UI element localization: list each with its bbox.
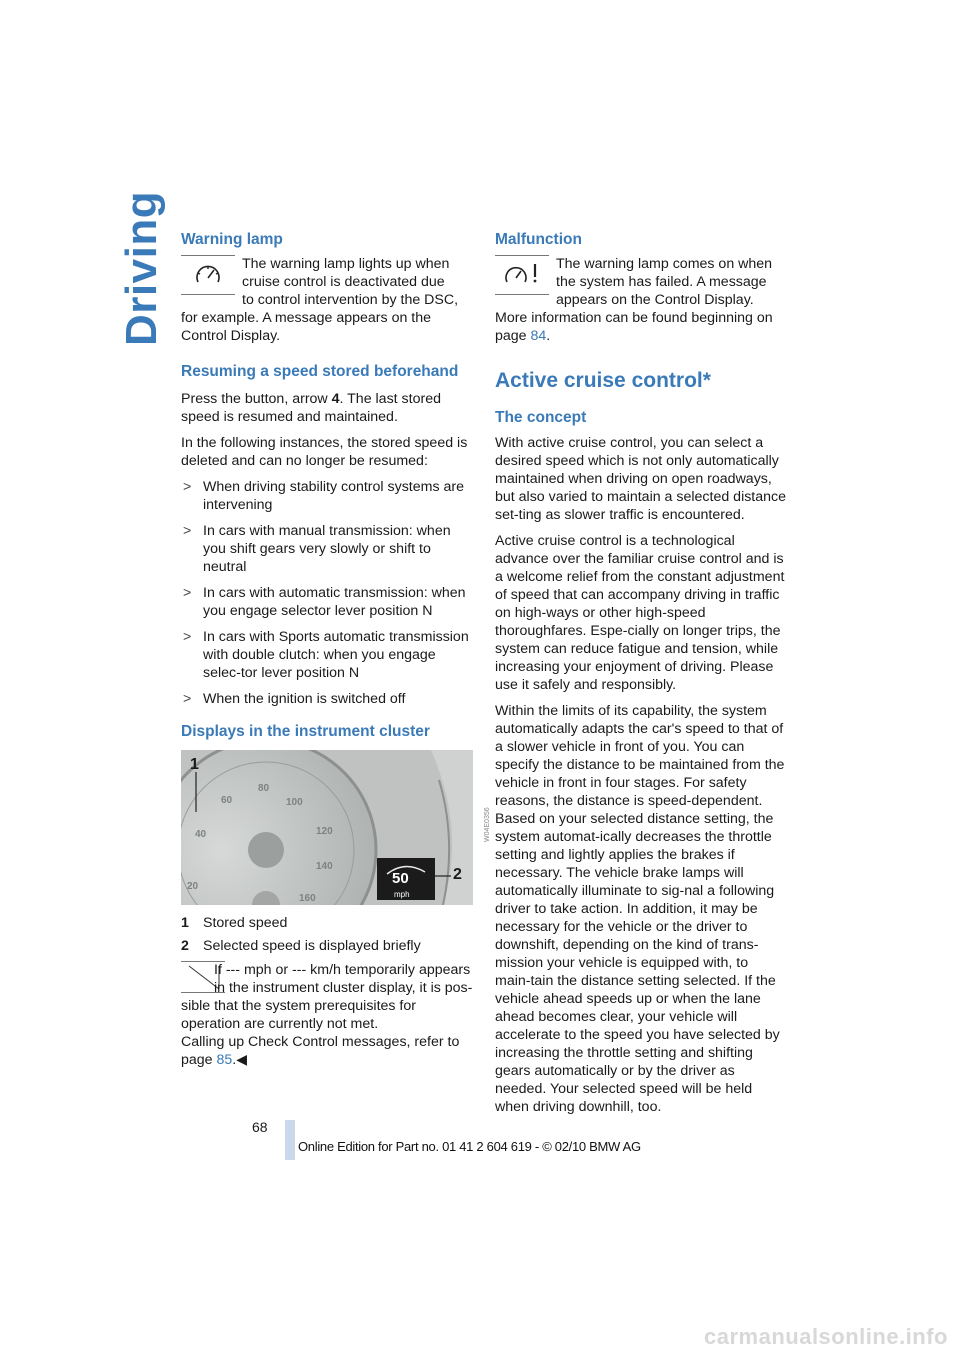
resuming-heading: Resuming a speed stored beforehand (181, 363, 459, 380)
right-column (495, 230, 787, 1116)
note-line-2: in the instrument cluster display, it is pos- (214, 980, 473, 996)
figure-captions (181, 914, 473, 955)
instrument-cluster-figure (181, 750, 473, 905)
page-link-85[interactable]: 85 (216, 1052, 233, 1068)
note-line-1: If --- mph or --- km/h temporarily appears (214, 962, 471, 978)
note-check-control: Calling up Check Control messages, refer to (181, 1034, 460, 1050)
watermark: carmanualsonline.info (704, 1324, 948, 1349)
note-text: sible that the system prerequisites for operation are currently not met. (181, 998, 416, 1032)
malfunction-heading: Malfunction (495, 231, 582, 248)
warning-lamp-line-1: The warning lamp lights up when (242, 256, 450, 272)
callout-1: 1 (190, 756, 199, 773)
figure-code: W04E0356 (484, 807, 491, 842)
malfunction-page-ref: page 84. (495, 328, 551, 344)
warning-lamp-text: for example. A message appears on the Control Display. (181, 310, 432, 344)
warning-lamp-line-2: cruise control is deactivated due (242, 274, 445, 290)
resuming-para-1: Press the button, arrow 4. The last stored speed is resumed and maintained. (181, 391, 441, 425)
callout-2: 2 (453, 866, 462, 883)
caption-2: 2 Selected speed is displayed briefly (181, 938, 421, 954)
cruise-malfunction-icon (495, 255, 549, 295)
display-speed-unit: mph (394, 890, 410, 899)
list-item: > In cars with automatic transmission: when you engage selector lever position N (183, 585, 466, 619)
concept-para-2: Active cruise control is a technological advance over the familiar cruise control and is a welcome relief from the constant adjustment of speed that can accompany driving in traffic on high-ways or other high-speed thoroughfares. Espe-cially on longer trips, the system can reduce fatigue and tension, while increasing your enjoyment of driving. Please use it safely and responsibly. (495, 533, 785, 693)
displays-heading: Displays in the instrument cluster (181, 723, 430, 740)
dial-number: 60 (221, 795, 233, 806)
malfunction-line-3: appears on the Control Display. (556, 292, 754, 308)
list-item: > In cars with Sports automatic transmission with double clutch: when you engage selec-tor lever position N (183, 629, 469, 681)
list-item: > In cars with manual transmission: when you shift gears very slowly or shift to neutral (183, 523, 451, 575)
acc-heading: Active cruise control* (495, 369, 711, 392)
page-link-84[interactable]: 84 (530, 328, 547, 344)
resuming-para-2: In the following instances, the stored speed is deleted and can no longer be resumed: (181, 435, 468, 469)
concept-heading: The concept (495, 409, 587, 426)
dial-number: 100 (286, 797, 303, 808)
warning-lamp-line-3: to control intervention by the DSC, (242, 292, 459, 308)
list-item: > When the ignition is switched off (183, 691, 406, 707)
dial-number: 120 (316, 826, 333, 837)
concept-para-1: With active cruise control, you can select a desired speed which is not only automatically maintained when driving on open roadways, but also varied to maintain a selected distance set-ting as slower traffic is encountered. (495, 435, 787, 523)
display-speed-value: 50 (392, 870, 409, 887)
list-item: > When driving stability control systems are intervening (183, 479, 464, 513)
chapter-side-title: Driving (117, 190, 166, 346)
note-page-ref: page 85.◀ (181, 1052, 248, 1068)
left-column (181, 230, 491, 1069)
dial-number: 20 (187, 881, 199, 892)
page-number: 68 (252, 1119, 268, 1135)
dial-number: 40 (195, 829, 207, 840)
malfunction-line-2: the system has failed. A message (556, 274, 767, 290)
footer-accent-bar (285, 1120, 295, 1160)
caption-1: 1 Stored speed (181, 915, 288, 931)
resuming-bullets (181, 478, 473, 708)
cruise-warning-lamp-icon (181, 255, 235, 295)
dial-number: 140 (316, 861, 333, 872)
warning-lamp-heading: Warning lamp (181, 231, 283, 248)
concept-para-3: Within the limits of its capability, the system automatically adapts the car's speed to that of a slower vehicle in front of you. You can specify the distance to be maintained from the vehicle in front in four stages. For safety reasons, the distance is speed-dependent. Based on your selected distance setting, the system automat-ically decreases the throttle setting and lightly applies the brakes if necessary. The vehicle brake lamps will automatically illuminate to sig-nal a following driver to take action. In addition, it may be necessary for the vehicle or the driver to downshift, depending on the kind of trans-mission your vehicle is equipped with, to main-tain the distance setting selected. If the vehicle ahead speeds up or when the lane ahead becomes clear, your vehicle will accelerate to the speed you have selected by increasing the throttle setting and shifting gears automatically or by the driver as needed. Your selected speed will be held when driving downhill, too. (495, 703, 785, 1115)
malfunction-line-1: The warning lamp comes on when (556, 256, 773, 272)
malfunction-text: More information can be found beginning on (495, 310, 773, 326)
footer-edition: Online Edition for Part no. 01 41 2 604 619 - © 02/10 BMW AG (298, 1139, 641, 1154)
dial-number: 80 (258, 783, 270, 794)
dial-number: 160 (299, 893, 316, 904)
